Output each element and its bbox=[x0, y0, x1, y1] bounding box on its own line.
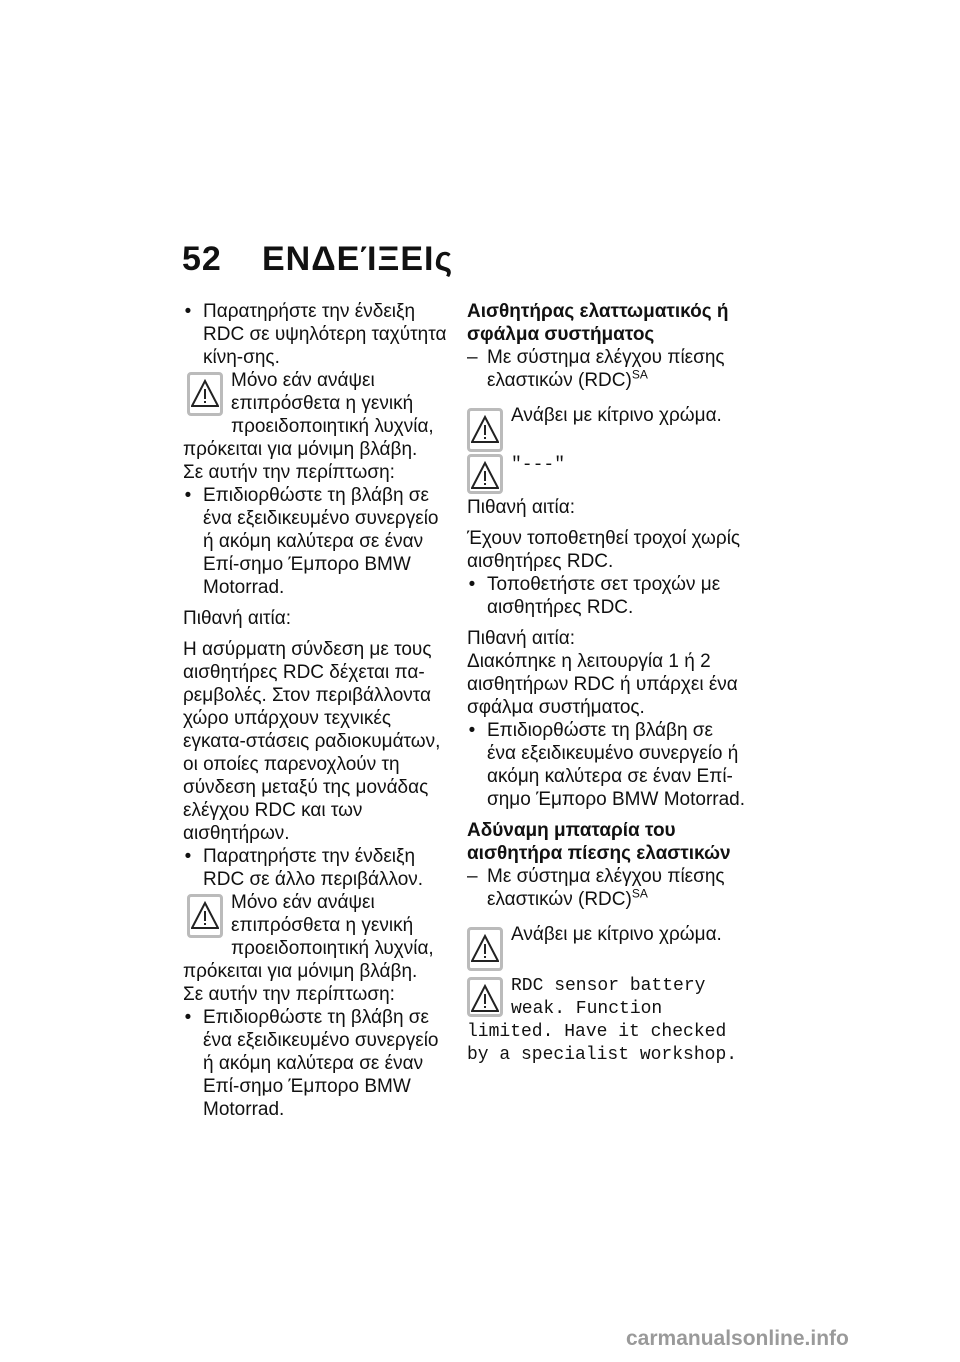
display-text: "---" bbox=[511, 455, 566, 475]
section-heading: Αδύναμη μπαταρία του αισθητήρα πίεσης ελαστικών bbox=[467, 820, 731, 864]
cause-label: Πιθανή αιτία: bbox=[183, 608, 292, 629]
bullet-item: • Τοποθετήστε σετ τροχών με αισθητήρες RDC. bbox=[468, 574, 721, 618]
left-column bbox=[183, 300, 453, 1121]
warning-triangle-icon bbox=[467, 408, 503, 452]
warning-text: Μόνο εάν ανάψει επιπρόσθετα η γενική προειδοποιητική λυχνία, πρόκειται για μόνιμη βλάβη. bbox=[183, 892, 434, 982]
warning-text: Ανάβει με κίτρινο χρώμα. bbox=[511, 924, 722, 945]
display-block bbox=[467, 454, 747, 496]
warning-block bbox=[183, 369, 453, 461]
warning-triangle-icon bbox=[187, 372, 223, 416]
bullet-text: Επιδιορθώστε τη βλάβη σε ένα εξειδικευμένο συνεργείο ή ακόμη καλύτερα σε έναν Επί-σημο Έμπορο BMW Motorrad. bbox=[203, 1007, 439, 1120]
warning-triangle-icon bbox=[187, 894, 223, 938]
bullet-item: • Επιδιορθώστε τη βλάβη σε ένα εξειδικευμένο συνεργείο ή ακόμη καλύτερα σε έναν Επί-σημο Έμπορο BMW Motorrad. bbox=[184, 1007, 439, 1120]
condition-text: Με σύστημα ελέγχου πίεσης ελαστικών (RDC) bbox=[487, 866, 725, 910]
bullet-text: Επιδιορθώστε τη βλάβη σε ένα εξειδικευμένο συνεργείο ή ακόμη καλύτερα σε έναν Επί-σημο Έμπορο BMW Motorrad. bbox=[203, 485, 439, 598]
bullet-text: Παρατηρήστε την ένδειξη RDC σε άλλο περιβάλλον. bbox=[203, 846, 424, 890]
bullet-text: Επιδιορθώστε τη βλάβη σε ένα εξειδικευμένο συνεργείο ή ακόμη καλύτερα σε έναν Επί-σημο Έμπορο BMW Motorrad. bbox=[487, 720, 746, 810]
sa-superscript: SA bbox=[631, 367, 648, 382]
cause-text: Η ασύρματη σύνδεση με τους αισθητήρες RDC δέχεται πα-ρεμβολές. Στον περιβάλλοντα χώρο υπάρχουν τεχνικές εγκατα-στάσεις ραδιοκυμάτων, οι οποίες παρενοχλούν τη σύνδεση μεταξύ της μονάδας ελέγχου RDC και των αισθητήρων. bbox=[183, 639, 441, 844]
warning-block bbox=[467, 919, 747, 973]
display-block bbox=[467, 973, 747, 1067]
warning-block bbox=[183, 891, 453, 983]
condition-text: Με σύστημα ελέγχου πίεσης ελαστικών (RDC) bbox=[487, 347, 725, 391]
warning-text: Μόνο εάν ανάψει επιπρόσθετα η γενική προειδοποιητική λυχνία, πρόκειται για μόνιμη βλάβη. bbox=[183, 370, 434, 460]
warning-block bbox=[467, 400, 747, 454]
condition-item: – Με σύστημα ελέγχου πίεσης ελαστικών (RDC)$^{SA}$ bbox=[467, 347, 725, 391]
warning-triangle-icon bbox=[467, 927, 503, 971]
right-column bbox=[467, 300, 747, 1067]
cause-text: Έχουν τοποθετηθεί τροχοί χωρίς αισθητήρες RDC. bbox=[467, 528, 741, 572]
case-text: Σε αυτήν την περίπτωση: bbox=[183, 984, 395, 1005]
section-heading: Αισθητήρας ελαττωματικός ή σφάλμα συστήματος bbox=[467, 301, 729, 345]
cause-label: Πιθανή αιτία: bbox=[467, 497, 576, 518]
page-number: 52 bbox=[182, 240, 222, 278]
sa-superscript: SA bbox=[631, 886, 648, 901]
bullet-item: • Παρατηρήστε την ένδειξη RDC σε άλλο περιβάλλον. bbox=[184, 846, 424, 890]
warning-triangle-icon bbox=[467, 977, 503, 1017]
cause-text: Διακόπηκε η λειτουργία 1 ή 2 αισθητήρων RDC ή υπάρχει ένα σφάλμα συστήματος. bbox=[467, 651, 738, 718]
bullet-item: • Παρατηρήστε την ένδειξη RDC σε υψηλότερη ταχύτητα κίνη-σης. bbox=[184, 301, 447, 368]
warning-triangle-icon bbox=[467, 454, 503, 494]
display-text: RDC sensor battery weak. Function limited. Have it checked by a specialist workshop. bbox=[467, 976, 738, 1065]
bullet-text: Παρατηρήστε την ένδειξη RDC σε υψηλότερη ταχύτητα κίνη-σης. bbox=[203, 301, 447, 368]
condition-item: – Με σύστημα ελέγχου πίεσης ελαστικών (RDC)$^{SA}$ bbox=[467, 866, 725, 910]
cause-label: Πιθανή αιτία: bbox=[467, 628, 576, 649]
warning-text: Ανάβει με κίτρινο χρώμα. bbox=[511, 405, 722, 426]
bullet-text: Τοποθετήστε σετ τροχών με αισθητήρες RDC. bbox=[487, 574, 721, 618]
case-text: Σε αυτήν την περίπτωση: bbox=[183, 462, 395, 483]
site-watermark: carmanualsonline.info bbox=[626, 1327, 849, 1350]
bullet-item: • Επιδιορθώστε τη βλάβη σε ένα εξειδικευμένο συνεργείο ή ακόμη καλύτερα σε έναν Επί-σημο Έμπορο BMW Motorrad. bbox=[184, 485, 439, 598]
page-title: ΕΝΔΕΊΞΕΙς bbox=[262, 240, 454, 278]
bullet-item: • Επιδιορθώστε τη βλάβη σε ένα εξειδικευμένο συνεργείο ή ακόμη καλύτερα σε έναν Επί-σημο Έμπορο BMW Motorrad. bbox=[468, 720, 746, 810]
